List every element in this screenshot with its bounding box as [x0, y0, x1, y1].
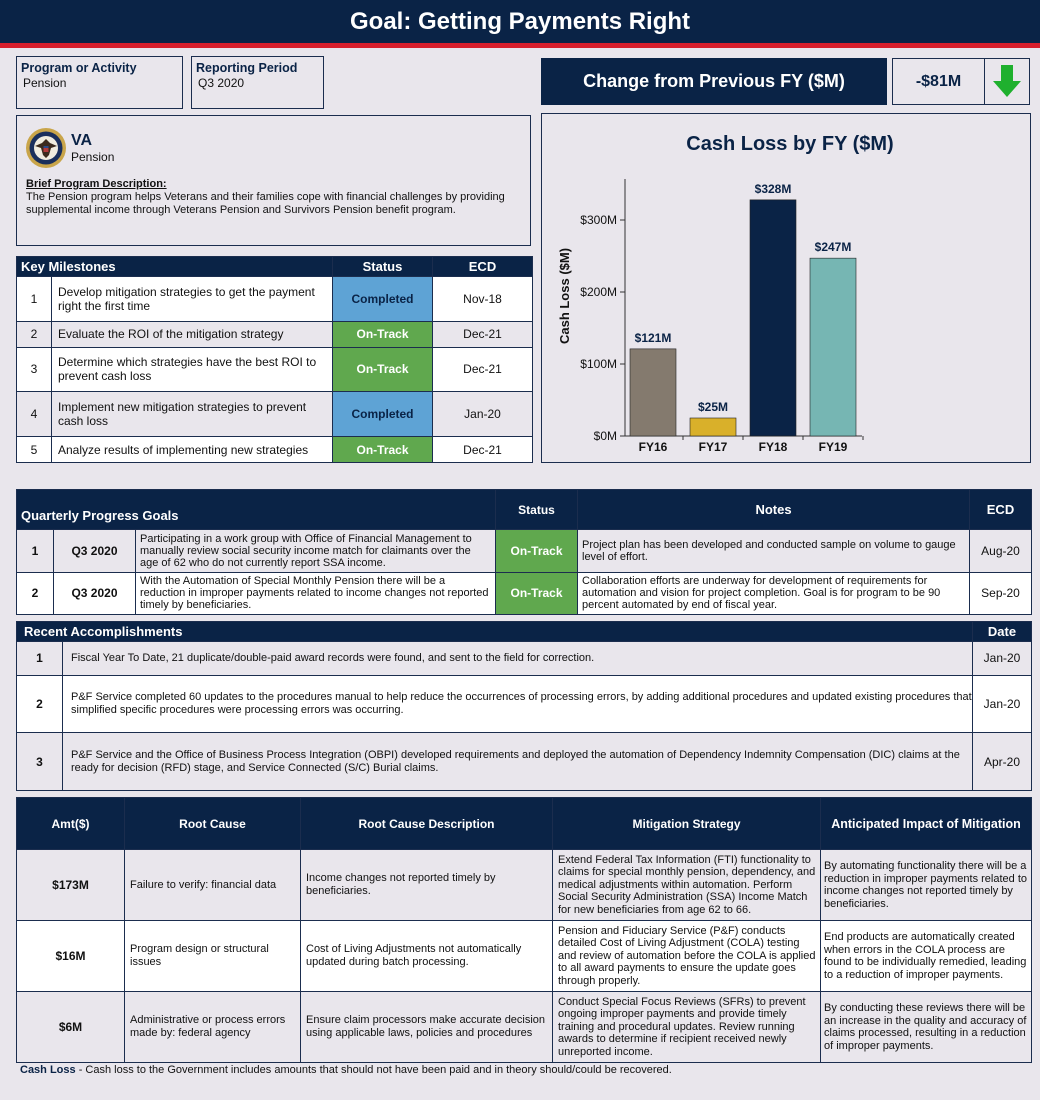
- accomplishment-text: P&F Service completed 60 updates to the procedures manual to help reduce the occurrences of processing errors, by adding additional procedures and updated existing procedures that simplified specific procedures were processing errors was occurring.: [63, 675, 973, 733]
- milestone-row: [17, 321, 533, 347]
- accomplishment-text: Fiscal Year To Date, 21 duplicate/double-paid award records were found, and sent to the field for correction.: [63, 642, 973, 676]
- program-value: Pension: [23, 76, 67, 90]
- accomplishment-date: Jan-20: [973, 675, 1032, 733]
- x-tick-label: FY17: [698, 440, 728, 454]
- milestone-text: Develop mitigation strategies to get the payment right the first time: [52, 277, 333, 322]
- milestones-header: Key Milestones: [17, 257, 333, 277]
- milestone-num: 4: [17, 392, 52, 437]
- milestone-ecd: Dec-21: [433, 437, 533, 463]
- y-tick-label: $0M: [593, 429, 617, 443]
- description-text: The Pension program helps Veterans and their families cope with financial challenges by providing supplemental income through Veterans Pension and Survivors Pension benefit program.: [26, 191, 505, 216]
- x-tick-label: FY18: [758, 440, 788, 454]
- x-tick-label: FY19: [818, 440, 848, 454]
- x-tick-label: FY16: [638, 440, 668, 454]
- milestone-ecd: Nov-18: [433, 277, 533, 322]
- accomplishment-row: [17, 642, 1032, 676]
- chart-y-label: Cash Loss ($M): [557, 247, 572, 345]
- accomplishment-date: Apr-20: [973, 733, 1032, 791]
- accomplishment-text: P&F Service and the Office of Business Process Integration (OBPI) developed requirements and deployed the automation of Dependency Indemnity Compensation (DIC) claims at the ready for decision (RFD) stage, and Service Connected (S/C) Burial claims.: [63, 733, 973, 791]
- quarterly-row: [17, 572, 1032, 615]
- accomplishments-date-header: Date: [973, 622, 1032, 642]
- root-cause-row: [17, 992, 1032, 1063]
- bar-fy16: [630, 349, 676, 436]
- root-cause-desc: Cost of Living Adjustments not automatically updated during batch processing.: [301, 921, 553, 992]
- accomplishments-header: Recent Accomplishments: [17, 622, 973, 642]
- status-badge: On-Track: [333, 437, 433, 463]
- impact-text: End products are automatically created when errors in the COLA process are found to be individually remedied, leading to a reduction of improper payments.: [821, 921, 1032, 992]
- data-label: $247M: [814, 240, 852, 255]
- root-cause-row: [17, 921, 1032, 992]
- period-box: [191, 56, 324, 109]
- milestones-status-header: Status: [333, 257, 433, 277]
- milestone-num: 5: [17, 437, 52, 463]
- bar-fy19: [810, 258, 856, 436]
- accomplishment-row: [17, 675, 1032, 733]
- status-badge: On-Track: [496, 572, 578, 615]
- mitigation-strategy: Pension and Fiduciary Service (P&F) conducts detailed Cost of Living Adjustment (COLA) testing and review of automation before the COLA is applied to all award payments to ensure the update goes through properly.: [553, 921, 821, 992]
- quarterly-quarter: Q3 2020: [54, 572, 136, 615]
- root-cause: Administrative or process errors made by: federal agency: [125, 992, 301, 1063]
- footer-term: Cash Loss: [20, 1064, 76, 1076]
- impact-header: Anticipated Impact of Mitigation: [821, 798, 1032, 850]
- impact-text: By automating functionality there will be a reduction in improper payments related to income changes not reported timely by beneficiaries.: [821, 850, 1032, 921]
- milestone-row: [17, 347, 533, 392]
- description-label: Brief Program Description:: [26, 178, 167, 190]
- milestone-ecd: Dec-21: [433, 347, 533, 392]
- footer-text: - Cash loss to the Government includes amounts that should not have been paid and in theory should/could be recovered.: [75, 1064, 672, 1076]
- status-badge: Completed: [333, 277, 433, 322]
- change-label: Change from Previous FY ($M): [541, 58, 887, 105]
- program-label: Program or Activity: [21, 61, 137, 75]
- quarterly-table: [16, 489, 1031, 615]
- milestones-table: [16, 256, 532, 463]
- milestone-row: [17, 392, 533, 437]
- y-tick-label: $100M: [580, 357, 617, 371]
- y-tick-label: $200M: [580, 285, 617, 299]
- root-cause-desc: Ensure claim processors make accurate decision using applicable laws, policies and procedures: [301, 992, 553, 1063]
- accomplishment-num: 3: [17, 733, 63, 791]
- quarterly-row: [17, 530, 1032, 573]
- quarterly-notes: Project plan has been developed and conducted sample on volume to gauge level of effort.: [578, 530, 970, 573]
- quarterly-num: 2: [17, 572, 54, 615]
- change-value: -$81M: [893, 59, 985, 104]
- milestone-text: Analyze results of implementing new strategies: [52, 437, 333, 463]
- root-cause: Program design or structural issues: [125, 921, 301, 992]
- root-cause-desc-header: Root Cause Description: [301, 798, 553, 850]
- amt-value: $16M: [17, 921, 125, 992]
- footer-note: [20, 1064, 672, 1076]
- milestone-ecd: Jan-20: [433, 392, 533, 437]
- period-label: Reporting Period: [196, 61, 298, 75]
- milestone-text: Determine which strategies have the best ROI to prevent cash loss: [52, 347, 333, 392]
- accomplishment-date: Jan-20: [973, 642, 1032, 676]
- amt-value: $173M: [17, 850, 125, 921]
- milestone-num: 3: [17, 347, 52, 392]
- impact-text: By conducting these reviews there will be an increase in the quality and accuracy of claims processed, resulting in a reduction of improper payments.: [821, 992, 1032, 1063]
- quarterly-notes-header: Notes: [578, 490, 970, 530]
- quarterly-ecd: Aug-20: [970, 530, 1032, 573]
- root-cause-table: [16, 797, 1031, 1063]
- milestone-row: [17, 437, 533, 463]
- page-title: Goal: Getting Payments Right: [0, 0, 1040, 43]
- agency-name: VA: [71, 132, 93, 149]
- quarterly-status-header: Status: [496, 490, 578, 530]
- root-cause: Failure to verify: financial data: [125, 850, 301, 921]
- status-badge: Completed: [333, 392, 433, 437]
- cash-loss-chart: [541, 113, 1031, 463]
- data-label: $25M: [697, 400, 729, 414]
- y-tick-label: $300M: [580, 213, 617, 227]
- quarterly-num: 1: [17, 530, 54, 573]
- quarterly-ecd-header: ECD: [970, 490, 1032, 530]
- accomplishment-num: 1: [17, 642, 63, 676]
- accomplishments-table: [16, 621, 1031, 791]
- accomplishment-num: 2: [17, 675, 63, 733]
- milestone-text: Implement new mitigation strategies to prevent cash loss: [52, 392, 333, 437]
- root-cause-desc: Income changes not reported timely by beneficiaries.: [301, 850, 553, 921]
- down-arrow-icon: [986, 59, 1029, 104]
- period-value: Q3 2020: [198, 76, 245, 90]
- milestone-num: 1: [17, 277, 52, 322]
- milestones-ecd-header: ECD: [433, 257, 533, 277]
- bar-fy18: [750, 200, 796, 436]
- quarterly-goal: Participating in a work group with Office of Financial Management to manually review social security income match for claimants over the age of 62 who do not currently report SSA income.: [136, 530, 496, 573]
- amt-value: $6M: [17, 992, 125, 1063]
- milestone-ecd: Dec-21: [433, 321, 533, 347]
- quarterly-ecd: Sep-20: [970, 572, 1032, 615]
- mitigation-header: Mitigation Strategy: [553, 798, 821, 850]
- quarterly-notes: Collaboration efforts are underway for development of requirements for automation and vision for project completion. Goal is for program to be 90 percent automated by end of fiscal year.: [578, 572, 970, 615]
- agency-box: [16, 115, 531, 246]
- milestone-row: [17, 277, 533, 322]
- quarterly-goal: With the Automation of Special Monthly Pension there will be a reduction in improper payments related to income changes not reported timely by beneficiaries.: [136, 572, 496, 615]
- status-badge: On-Track: [333, 347, 433, 392]
- bar-fy17: [690, 418, 736, 436]
- quarterly-header: Quarterly Progress Goals: [17, 490, 496, 530]
- header-accent-bar: [0, 43, 1040, 48]
- status-badge: On-Track: [333, 321, 433, 347]
- agency-program: Pension: [71, 150, 115, 164]
- program-box: [16, 56, 183, 109]
- accomplishment-row: [17, 733, 1032, 791]
- root-cause-row: [17, 850, 1032, 921]
- amt-header: Amt($): [17, 798, 125, 850]
- data-label: $328M: [754, 181, 792, 196]
- mitigation-strategy: Extend Federal Tax Information (FTI) functionality to claims for special monthly pension, dependency, and medical adjustments within automation. Perform Social Security Administration (SSA) Income Match for new beneficiaries from age 62 to 66.: [553, 850, 821, 921]
- mitigation-strategy: Conduct Special Focus Reviews (SFRs) to prevent ongoing improper payments and provide timely training and procedural updates. Review running awards to determine if recipient received newly unreported income.: [553, 992, 821, 1063]
- milestone-text: Evaluate the ROI of the mitigation strategy: [52, 321, 333, 347]
- va-seal-logo: [25, 127, 67, 169]
- root-cause-header: Root Cause: [125, 798, 301, 850]
- change-box: [892, 58, 1030, 105]
- chart-svg: [542, 114, 1030, 462]
- status-badge: On-Track: [496, 530, 578, 573]
- quarterly-quarter: Q3 2020: [54, 530, 136, 573]
- milestone-num: 2: [17, 321, 52, 347]
- chart-title: Cash Loss by FY ($M): [686, 133, 894, 155]
- data-label: $121M: [634, 330, 672, 345]
